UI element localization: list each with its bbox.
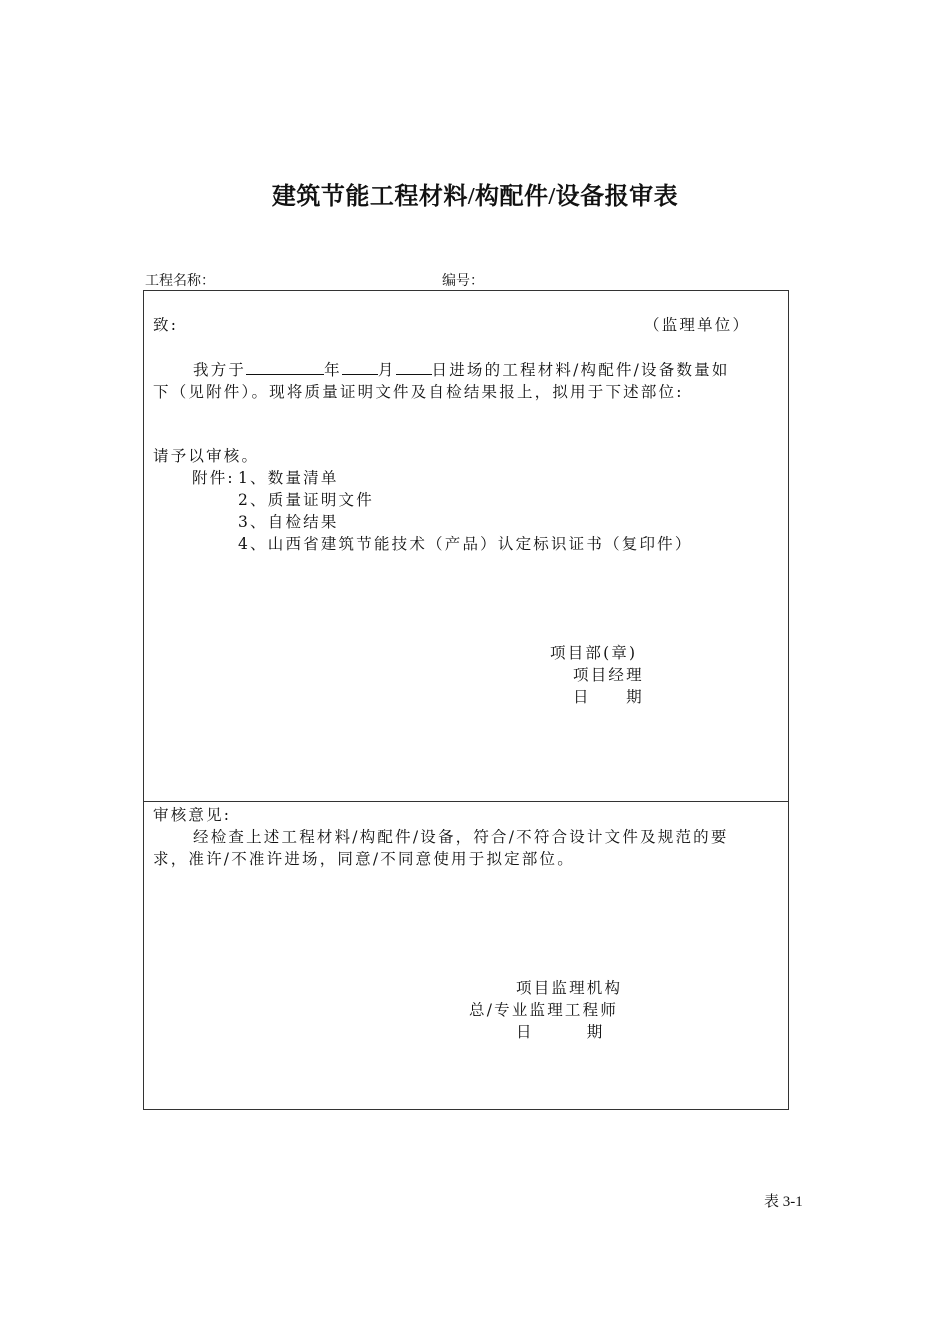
year-blank[interactable]: [246, 358, 324, 375]
number-label: 编号：: [442, 274, 484, 289]
application-line-2: 下（见附件）。现将质量证明文件及自检结果报上，拟用于下述部位:: [153, 383, 684, 401]
line1-prefix: 我方于: [193, 361, 247, 379]
year-label: 年: [324, 361, 342, 379]
attachment-item: 1、数量清单: [238, 469, 339, 487]
month-label: 月: [377, 361, 396, 379]
attachment-item: 2、质量证明文件: [238, 491, 374, 509]
page-title: 建筑节能工程材料/构配件/设备报审表: [271, 184, 679, 210]
form-table: [143, 290, 789, 1110]
supervision-engineer: 总/专业监理工程师: [469, 1001, 619, 1019]
review-line-1: 经检查上述工程材料/构配件/设备，符合/不符合设计文件及规范的要: [193, 828, 729, 846]
month-blank[interactable]: [342, 358, 378, 375]
form-code: 表 3-1: [764, 1194, 803, 1210]
sign-department: 项目部(章): [550, 644, 638, 662]
to-label: 致:: [153, 316, 179, 334]
supervision-organization: 项目监理机构: [516, 979, 623, 997]
review-label: 审核意见:: [153, 806, 232, 824]
attachments-label: 附件:: [192, 469, 235, 487]
attachment-item: 4、山西省建筑节能技术（产品）认定标识证书（复印件）: [238, 535, 693, 553]
section-divider: [144, 801, 788, 802]
attachment-item: 3、自检结果: [238, 513, 339, 531]
sign-project-manager: 项目经理: [573, 666, 644, 684]
line1-suffix: 日进场的工程材料/构配件/设备数量如: [431, 361, 730, 379]
day-blank[interactable]: [396, 358, 432, 375]
review-line-2: 求，准许/不准许进场，同意/不同意使用于拟定部位。: [153, 850, 575, 868]
supervisor-unit: （监理单位）: [644, 316, 751, 334]
project-name-label: 工程名称：: [145, 274, 215, 289]
review-date: 日 期: [516, 1023, 605, 1041]
application-line-1: [193, 358, 730, 381]
sign-date: 日 期: [573, 688, 644, 706]
request-text: 请予以审核。: [153, 447, 260, 465]
